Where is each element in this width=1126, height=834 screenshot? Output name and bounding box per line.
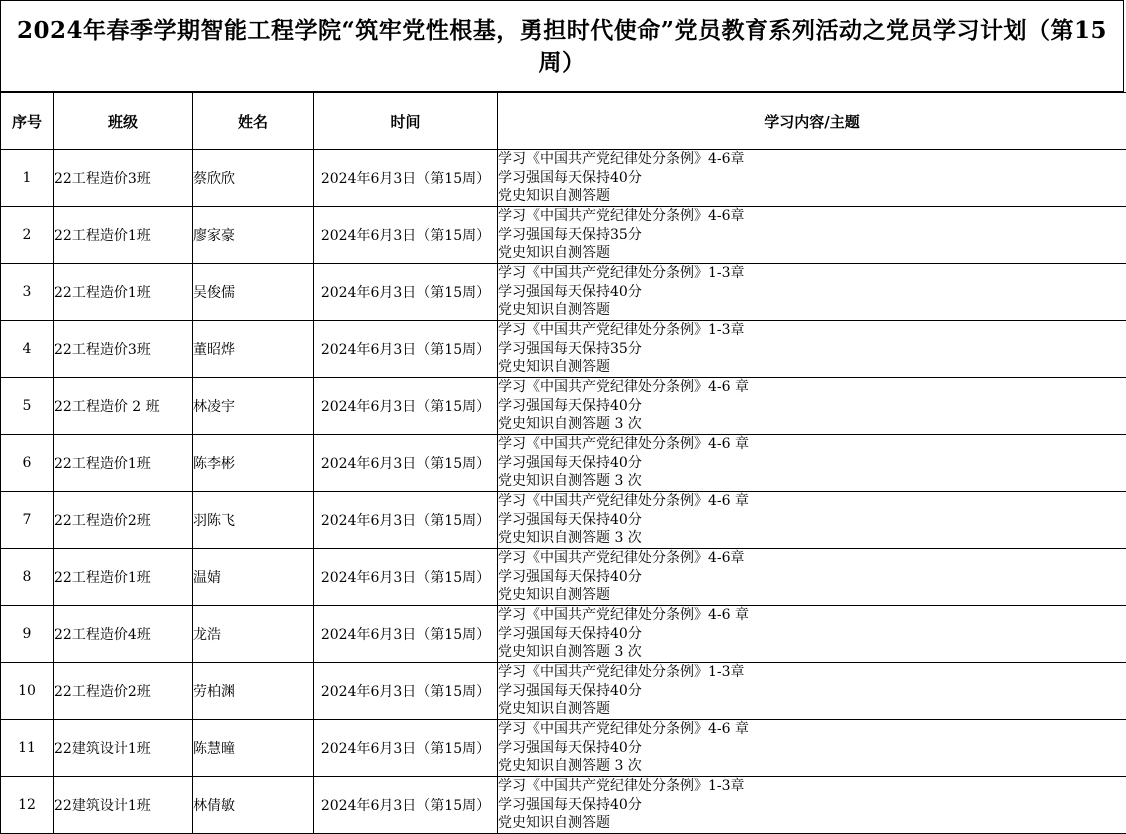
header-time: 时间 bbox=[314, 93, 498, 150]
seq-cell: 8 bbox=[1, 549, 54, 606]
table-row bbox=[1, 378, 1126, 435]
content-cell bbox=[498, 549, 1126, 606]
header-content: 学习内容/主题 bbox=[498, 93, 1126, 150]
content-line: 学习《中国共产党纪律处分条例》1-3章 bbox=[498, 663, 1126, 682]
table-row bbox=[1, 663, 1126, 720]
name-cell: 廖家豪 bbox=[193, 207, 314, 264]
seq-cell: 6 bbox=[1, 435, 54, 492]
content-line: 学习强国每天保持40分 bbox=[498, 511, 1126, 530]
class-cell: 22工程造价 2 班 bbox=[54, 378, 193, 435]
table-row bbox=[1, 606, 1126, 663]
seq-cell: 2 bbox=[1, 207, 54, 264]
header-seq: 序号 bbox=[1, 93, 54, 150]
content-cell bbox=[498, 321, 1126, 378]
class-cell: 22工程造价2班 bbox=[54, 492, 193, 549]
table-row bbox=[1, 264, 1126, 321]
table-row bbox=[1, 435, 1126, 492]
class-cell: 22工程造价2班 bbox=[54, 663, 193, 720]
time-cell: 2024年6月3日（第15周） bbox=[314, 663, 498, 720]
content-line: 学习强国每天保持40分 bbox=[498, 796, 1126, 815]
seq-cell: 10 bbox=[1, 663, 54, 720]
name-cell: 吴俊儒 bbox=[193, 264, 314, 321]
table-row bbox=[1, 150, 1126, 207]
class-cell: 22工程造价1班 bbox=[54, 435, 193, 492]
content-line: 党史知识自测答题 bbox=[498, 358, 1126, 377]
content-line: 学习强国每天保持40分 bbox=[498, 283, 1126, 302]
header-class: 班级 bbox=[54, 93, 193, 150]
content-line: 党史知识自测答题 3 次 bbox=[498, 529, 1126, 548]
content-line: 党史知识自测答题 3 次 bbox=[498, 643, 1126, 662]
content-line: 党史知识自测答题 3 次 bbox=[498, 757, 1126, 776]
content-line: 党史知识自测答题 bbox=[498, 586, 1126, 605]
name-cell: 龙浩 bbox=[193, 606, 314, 663]
name-cell: 陈李彬 bbox=[193, 435, 314, 492]
content-cell bbox=[498, 435, 1126, 492]
class-cell: 22建筑设计1班 bbox=[54, 720, 193, 777]
document-title: 2024年春季学期智能工程学院“筑牢党性根基，勇担时代使命”党员教育系列活动之党员学习计划（第15周） bbox=[7, 15, 1117, 79]
content-line: 学习《中国共产党纪律处分条例》4-6 章 bbox=[498, 378, 1126, 397]
name-cell: 林凌宇 bbox=[193, 378, 314, 435]
content-cell bbox=[498, 777, 1126, 834]
name-cell: 陈慧曈 bbox=[193, 720, 314, 777]
content-line: 学习《中国共产党纪律处分条例》1-3章 bbox=[498, 321, 1126, 340]
content-line: 党史知识自测答题 bbox=[498, 187, 1126, 206]
seq-cell: 3 bbox=[1, 264, 54, 321]
seq-cell: 12 bbox=[1, 777, 54, 834]
content-cell bbox=[498, 207, 1126, 264]
name-cell: 林倩敏 bbox=[193, 777, 314, 834]
content-line: 党史知识自测答题 3 次 bbox=[498, 472, 1126, 491]
table-row bbox=[1, 321, 1126, 378]
class-cell: 22工程造价1班 bbox=[54, 549, 193, 606]
content-line: 学习《中国共产党纪律处分条例》4-6章 bbox=[498, 549, 1126, 568]
time-cell: 2024年6月3日（第15周） bbox=[314, 777, 498, 834]
name-cell: 董昭烨 bbox=[193, 321, 314, 378]
title-box bbox=[0, 0, 1124, 92]
content-line: 学习强国每天保持40分 bbox=[498, 169, 1126, 188]
content-line: 学习《中国共产党纪律处分条例》4-6 章 bbox=[498, 720, 1126, 739]
study-plan-table bbox=[0, 92, 1126, 834]
table-body bbox=[1, 150, 1126, 834]
content-cell bbox=[498, 492, 1126, 549]
header-row bbox=[1, 93, 1126, 150]
time-cell: 2024年6月3日（第15周） bbox=[314, 150, 498, 207]
content-cell bbox=[498, 150, 1126, 207]
table-row bbox=[1, 492, 1126, 549]
name-cell: 羽陈飞 bbox=[193, 492, 314, 549]
content-cell bbox=[498, 663, 1126, 720]
seq-cell: 1 bbox=[1, 150, 54, 207]
content-line: 学习强国每天保持35分 bbox=[498, 226, 1126, 245]
content-line: 党史知识自测答题 bbox=[498, 244, 1126, 263]
content-line: 学习《中国共产党纪律处分条例》4-6章 bbox=[498, 207, 1126, 226]
class-cell: 22建筑设计1班 bbox=[54, 777, 193, 834]
name-cell: 温婧 bbox=[193, 549, 314, 606]
seq-cell: 11 bbox=[1, 720, 54, 777]
time-cell: 2024年6月3日（第15周） bbox=[314, 720, 498, 777]
table-row bbox=[1, 777, 1126, 834]
content-cell bbox=[498, 378, 1126, 435]
time-cell: 2024年6月3日（第15周） bbox=[314, 549, 498, 606]
time-cell: 2024年6月3日（第15周） bbox=[314, 264, 498, 321]
class-cell: 22工程造价1班 bbox=[54, 207, 193, 264]
table-row bbox=[1, 207, 1126, 264]
content-line: 学习《中国共产党纪律处分条例》4-6 章 bbox=[498, 435, 1126, 454]
content-line: 学习《中国共产党纪律处分条例》1-3章 bbox=[498, 264, 1126, 283]
seq-cell: 9 bbox=[1, 606, 54, 663]
content-line: 党史知识自测答题 3 次 bbox=[498, 415, 1126, 434]
content-line: 学习《中国共产党纪律处分条例》4-6 章 bbox=[498, 492, 1126, 511]
content-cell bbox=[498, 606, 1126, 663]
seq-cell: 4 bbox=[1, 321, 54, 378]
class-cell: 22工程造价3班 bbox=[54, 150, 193, 207]
time-cell: 2024年6月3日（第15周） bbox=[314, 207, 498, 264]
name-cell: 蔡欣欣 bbox=[193, 150, 314, 207]
time-cell: 2024年6月3日（第15周） bbox=[314, 606, 498, 663]
content-line: 学习强国每天保持40分 bbox=[498, 739, 1126, 758]
content-line: 学习强国每天保持40分 bbox=[498, 568, 1126, 587]
content-cell bbox=[498, 720, 1126, 777]
content-line: 党史知识自测答题 bbox=[498, 814, 1126, 833]
content-line: 学习强国每天保持35分 bbox=[498, 340, 1126, 359]
seq-cell: 7 bbox=[1, 492, 54, 549]
seq-cell: 5 bbox=[1, 378, 54, 435]
class-cell: 22工程造价4班 bbox=[54, 606, 193, 663]
content-line: 学习强国每天保持40分 bbox=[498, 682, 1126, 701]
class-cell: 22工程造价3班 bbox=[54, 321, 193, 378]
table-row bbox=[1, 720, 1126, 777]
content-line: 学习强国每天保持40分 bbox=[498, 625, 1126, 644]
content-line: 学习强国每天保持40分 bbox=[498, 454, 1126, 473]
header-name: 姓名 bbox=[193, 93, 314, 150]
content-line: 学习《中国共产党纪律处分条例》4-6 章 bbox=[498, 606, 1126, 625]
content-line: 党史知识自测答题 bbox=[498, 301, 1126, 320]
content-line: 党史知识自测答题 bbox=[498, 700, 1126, 719]
content-line: 学习《中国共产党纪律处分条例》1-3章 bbox=[498, 777, 1126, 796]
content-cell bbox=[498, 264, 1126, 321]
table-row bbox=[1, 549, 1126, 606]
time-cell: 2024年6月3日（第15周） bbox=[314, 378, 498, 435]
content-line: 学习《中国共产党纪律处分条例》4-6章 bbox=[498, 150, 1126, 169]
name-cell: 劳柏渊 bbox=[193, 663, 314, 720]
time-cell: 2024年6月3日（第15周） bbox=[314, 435, 498, 492]
time-cell: 2024年6月3日（第15周） bbox=[314, 321, 498, 378]
content-line: 学习强国每天保持40分 bbox=[498, 397, 1126, 416]
time-cell: 2024年6月3日（第15周） bbox=[314, 492, 498, 549]
class-cell: 22工程造价1班 bbox=[54, 264, 193, 321]
